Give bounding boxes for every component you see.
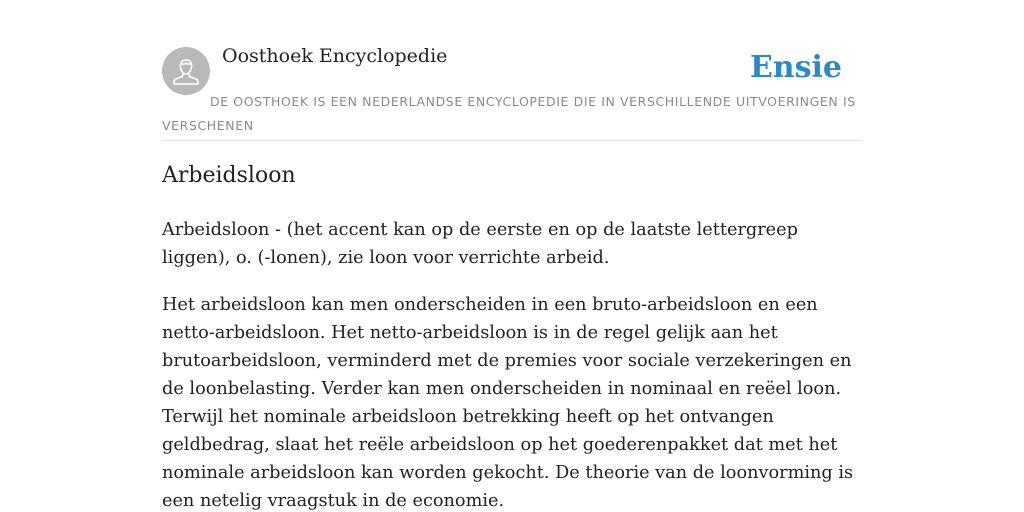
site-header [162, 40, 862, 141]
article-paragraph: Het arbeidsloon kan men onderscheiden in een bruto-arbeidsloon en een netto-arbeidsloon. Het netto-arbeidsloon is in de regel gelijk aan het brutoarbeidsloon, verminderd met de premies voor sociale verzekeringen en de loonbelasting. Verder kan men onderscheiden in nominaal en reëel loon. Terwijl het nominale arbeidsloon betrekking heeft op het ontvangen geldbedrag, slaat het reële arbeidsloon op het goederenpakket dat met het nominale arbeidsloon kan worden gekocht. De theorie van de loonvorming is een netelig vraagstuk in de economie. [162, 295, 854, 511]
page-title: Arbeidsloon [162, 163, 296, 188]
site-tagline: DE OOSTHOEK IS EEN NEDERLANDSE ENCYCLOPEDIE DIE IN VERSCHILLENDE UITVOERINGEN IS VERSCHENEN [162, 94, 856, 133]
site-name[interactable]: Oosthoek Encyclopedie [222, 45, 448, 67]
article-body [162, 216, 864, 512]
user-silhouette-icon [162, 47, 210, 95]
avatar[interactable] [162, 47, 210, 95]
brand-logo[interactable]: Ensie [749, 50, 842, 85]
article-paragraph: Arbeidsloon - (het accent kan op de eerste en op de laatste lettergreep liggen), o. (-lonen), zie loon voor verrichte arbeid. [162, 220, 798, 268]
